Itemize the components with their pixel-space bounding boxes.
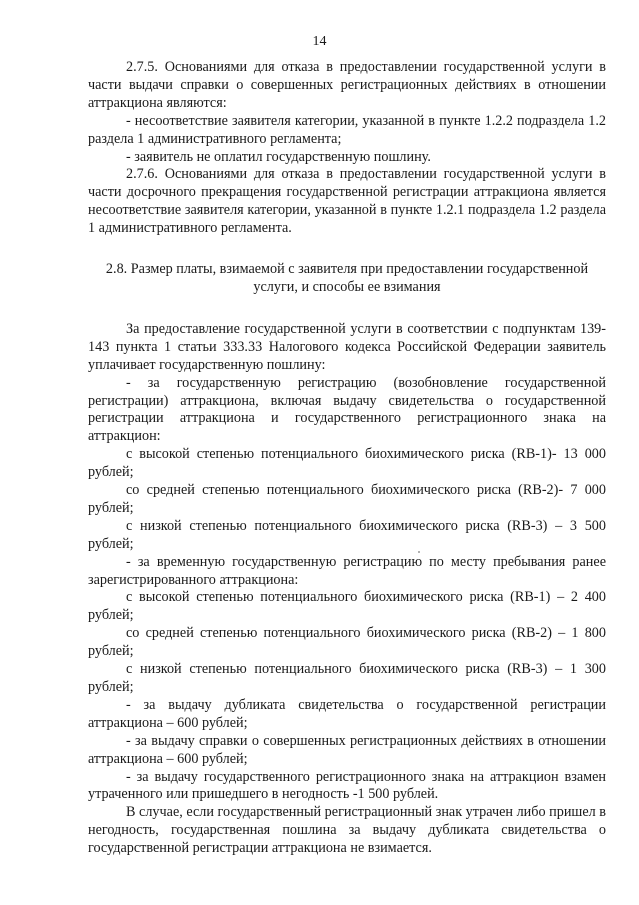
page-number: 14 <box>312 34 327 49</box>
list-item-registration: - за государственную регистрацию (возобновление государственной регистрации) аттракциона, включая выдачу свидетельства о государственной регистрации аттракциона и государственного регистрационного знака на аттракцион: <box>88 374 606 445</box>
scan-artifact <box>418 551 420 553</box>
paragraph-2-7-6: 2.7.6. Основаниями для отказа в предоставлении государственной услуги в части досрочного прекращения государственной регистрации аттракциона является несоответствие заявителя категории, указанной в пункте 1.2.1 подраздела 1.2 раздела 1 административного регламента. <box>88 166 606 237</box>
list-item-duplicate-certificate: - за выдачу дубликата свидетельства о государственной регистрации аттракциона – 600 рублей; <box>88 696 606 731</box>
fee-registration-rb1: с высокой степенью потенциального биохимического риска (RB-1)- 13 000 рублей; <box>88 446 606 481</box>
list-item-category-mismatch: - несоответствие заявителя категории, указанной в пункте 1.2.2 подраздела 1.2 раздела 1 административного регламента; <box>88 112 606 147</box>
fee-registration-rb3: с низкой степенью потенциального биохимического риска (RB-3) – 3 500 рублей; <box>88 517 606 552</box>
fee-temporary-rb1: с высокой степенью потенциального биохимического риска (RB-1) – 2 400 рублей; <box>88 589 606 624</box>
list-item-actions-certificate: - за выдачу справки о совершенных регистрационных действиях в отношении аттракциона – 600 рублей; <box>88 732 606 767</box>
paragraph-fee-intro: За предоставление государственной услуги в соответствии с подпунктам 139-143 пункта 1 статьи 333.33 Налогового кодекса Российской Федерации заявитель уплачивает государственную пошлину: <box>88 320 606 373</box>
paragraph-closing: В случае, если государственный регистрационный знак утрачен либо пришел в негодность, государственная пошлина за выдачу дубликата свидетельства о государственной регистрации аттракциона не взимается. <box>88 804 606 857</box>
list-item-registration-plate: - за выдачу государственного регистрационного знака на аттракцион взамен утраченного или пришедшего в негодность -1 500 рублей. <box>88 768 606 803</box>
document-body <box>88 59 606 858</box>
paragraph-2-7-5: 2.7.5. Основаниями для отказа в предоставлении государственной услуги в части выдачи справки о совершенных регистрационных действиях в отношении аттракциона являются: <box>88 59 606 111</box>
list-item-fee-not-paid: - заявитель не оплатил государственную пошлину. <box>126 148 431 165</box>
section-heading-2-8: 2.8. Размер платы, взимаемой с заявителя при предоставлении государственной услуги, и способы ее взимания <box>105 261 589 295</box>
fee-temporary-rb2: со средней степенью потенциального биохимического риска (RB-2) – 1 800 рублей; <box>88 625 606 660</box>
fee-registration-rb2: со средней степенью потенциального биохимического риска (RB-2)- 7 000 рублей; <box>88 482 606 516</box>
fee-temporary-rb3: с низкой степенью потенциального биохимического риска (RB-3) – 1 300 рублей; <box>88 661 606 695</box>
list-item-temporary-registration: - за временную государственную регистрацию по месту пребывания ранее зарегистрированного аттракциона: <box>88 553 606 588</box>
